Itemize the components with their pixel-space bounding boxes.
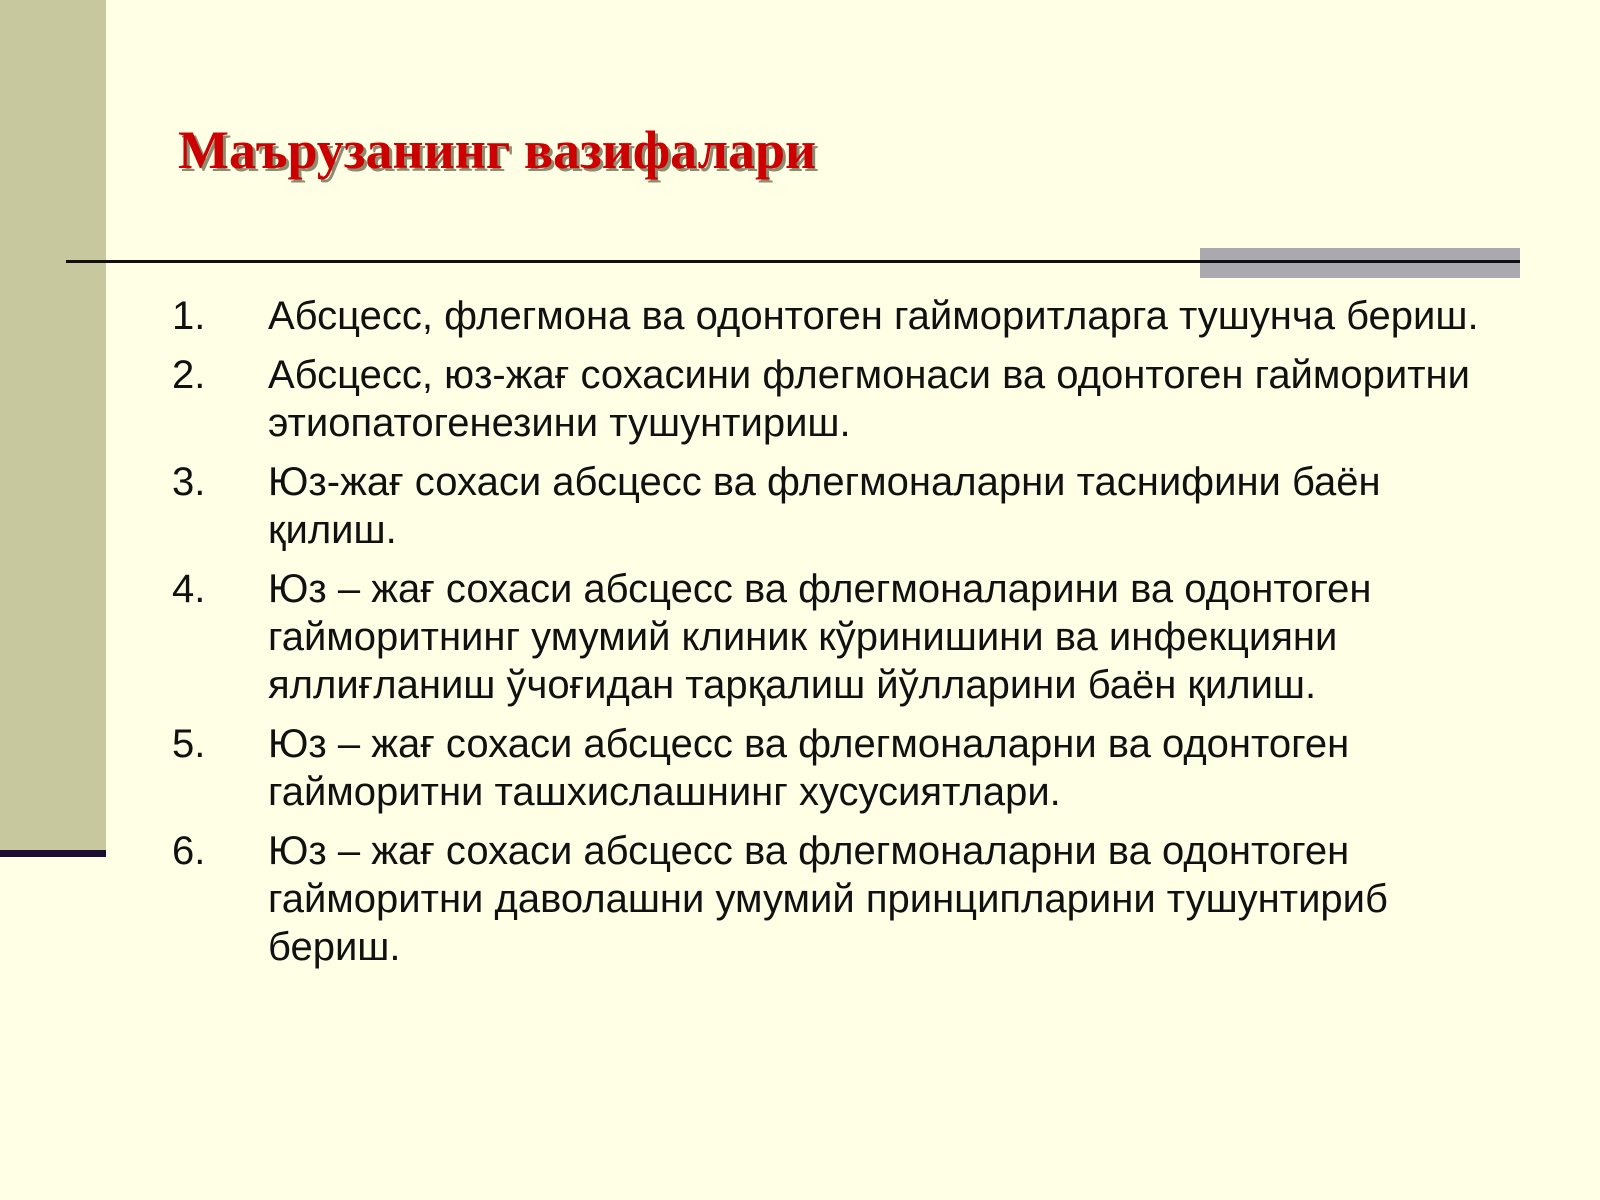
objective-number: 3.: [172, 460, 206, 504]
objective-number: 4.: [172, 567, 206, 611]
objective-item: [172, 827, 1492, 971]
objective-item: [172, 458, 1492, 554]
objectives-list: [172, 292, 1492, 982]
title-rule: [66, 260, 1520, 263]
side-decoration-bar: [0, 0, 106, 850]
objective-item: [172, 720, 1492, 816]
slide-title: Маърузанинг вазифалари: [178, 120, 817, 180]
objective-item: [172, 292, 1492, 340]
objective-number: 2.: [172, 353, 206, 397]
side-decoration-base: [0, 850, 106, 857]
objective-number: 5.: [172, 722, 206, 766]
objective-text: Юз – жағ сохаси абсцесс ва флегмоналарни ва одонтоген гайморитни даволашни умумий принципларини тушунтириб бериш.: [268, 829, 1388, 969]
objective-text: Юз – жағ сохаси абсцесс ва флегмоналарни ва одонтоген гайморитни ташхислашнинг хусусиятлари.: [268, 722, 1350, 814]
objective-item: [172, 351, 1492, 447]
objective-text: Юз – жағ сохаси абсцесс ва флегмоналарини ва одонтоген гайморитнинг умумий клиник кўринишини ва инфекцияни яллиғланиш ўчоғидан тарқалиш йўлларини баён қилиш.: [268, 567, 1372, 707]
objective-number: 1.: [172, 294, 206, 338]
objective-number: 6.: [172, 829, 206, 873]
objective-text: Абсцесс, флегмона ва одонтоген гайморитларга тушунча бериш.: [268, 294, 1479, 338]
title-rule-accent: [1200, 248, 1520, 278]
objective-text: Абсцесс, юз-жағ сохасини флегмонаси ва одонтоген гайморитни этиопатогенезини тушунтириш.: [268, 353, 1470, 445]
objective-text: Юз-жағ сохаси абсцесс ва флегмоналарни таснифини баён қилиш.: [268, 460, 1381, 552]
objective-item: [172, 565, 1492, 709]
